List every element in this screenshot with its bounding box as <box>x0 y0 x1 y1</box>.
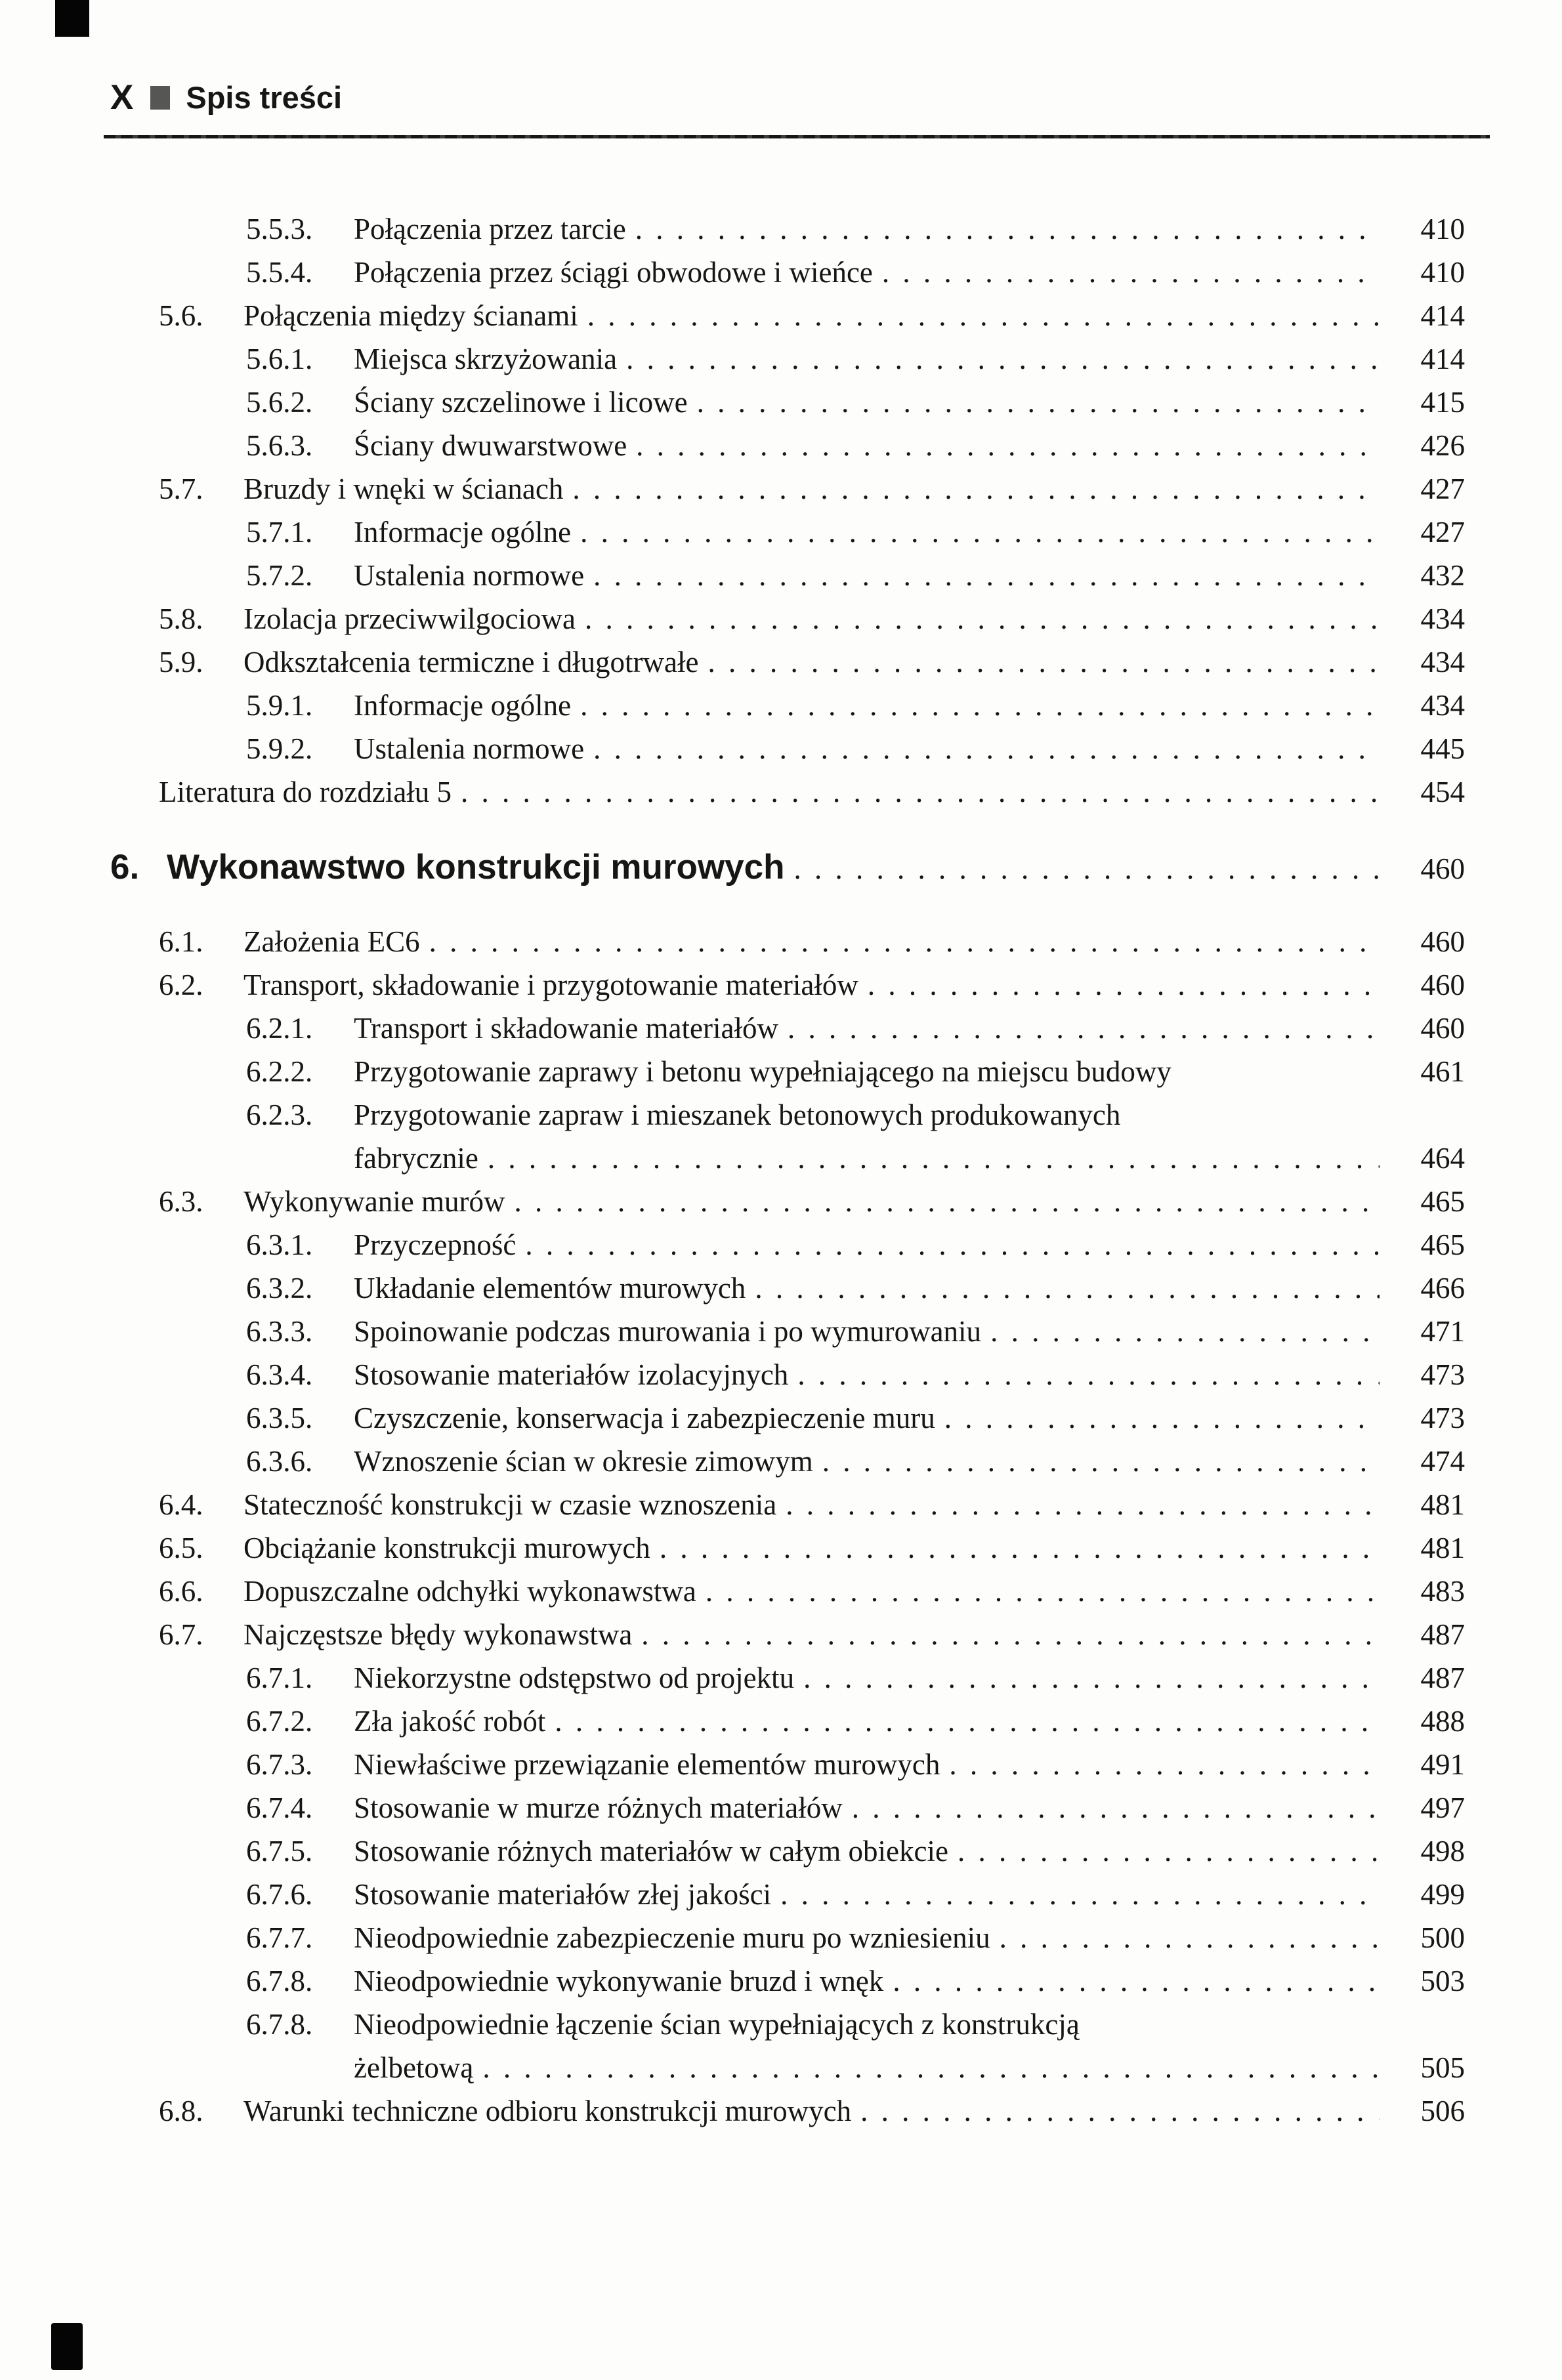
toc-entry-title: Stosowanie w murze różnych materiałów <box>354 1791 843 1824</box>
toc-entry-page: 460 <box>1420 969 1465 1001</box>
toc-entry-title: Informacje ogólne <box>354 516 572 549</box>
toc-entry <box>0 1873 1465 1916</box>
toc-entry-number: 6.3.6. <box>246 1445 313 1478</box>
toc-list <box>0 207 1562 2133</box>
toc-entry-title: Bruzdy i wnęki w ścianach <box>243 472 564 505</box>
toc-entry-title: Wykonywanie murów <box>243 1185 505 1218</box>
toc-entry-number: 5.7. <box>159 472 203 505</box>
toc-entry-number: 6.5. <box>159 1532 203 1564</box>
dot-leader <box>755 1266 1380 1310</box>
toc-entry-title: Przygotowanie zapraw i mieszanek betonowych produkowanych <box>354 1098 1121 1131</box>
toc-entry <box>0 1743 1465 1786</box>
toc-entry-page: 491 <box>1420 1748 1465 1781</box>
toc-entry-page: 461 <box>1420 1055 1465 1088</box>
toc-entry-title: Miejsca skrzyżowania <box>354 343 618 375</box>
toc-entry-title: Obciążanie konstrukcji murowych <box>243 1532 650 1564</box>
toc-entry-number: 5.6.1. <box>246 343 313 375</box>
dot-leader <box>593 727 1380 770</box>
toc-entry-number: 6.7.3. <box>246 1748 313 1781</box>
toc-entry <box>0 1310 1465 1353</box>
toc-entry-title: Odkształcenia termiczne i długotrwałe <box>243 646 699 679</box>
toc-entry-page: 464 <box>1420 1142 1465 1175</box>
toc-entry-title: Warunki techniczne odbioru konstrukcji murowych <box>243 2095 852 2127</box>
dot-leader <box>868 963 1380 1007</box>
toc-entry-number: 6.7.6. <box>246 1878 313 1911</box>
dot-leader <box>780 1873 1380 1916</box>
toc-entry <box>0 1613 1465 1656</box>
toc-entry <box>0 1440 1465 1483</box>
toc-entry-number: 6.7.8. <box>246 1965 313 1997</box>
dot-leader <box>797 1353 1380 1396</box>
toc-entry <box>0 1180 1465 1223</box>
toc-entry <box>0 963 1465 1007</box>
toc-entry-page: 497 <box>1420 1791 1465 1824</box>
toc-entry-number: 6.2.3. <box>246 1098 313 1131</box>
toc-entry-page: 487 <box>1420 1661 1465 1694</box>
toc-entry-page: 465 <box>1420 1185 1465 1218</box>
toc-entry-page: 483 <box>1420 1575 1465 1608</box>
toc-entry-title: Nieodpowiednie łączenie ścian wypełniających z konstrukcją <box>354 2008 1080 2041</box>
toc-entry-number: 6.8. <box>159 2095 203 2127</box>
toc-entry-page: 503 <box>1420 1965 1465 1997</box>
toc-entry-number: 6.3.2. <box>246 1272 313 1305</box>
toc-entry-title: Niekorzystne odstępstwo od projektu <box>354 1661 795 1694</box>
toc-entry-page: 506 <box>1420 2095 1465 2127</box>
dot-leader <box>882 251 1380 294</box>
toc-entry-title: Stosowanie materiałów złej jakości <box>354 1878 772 1911</box>
toc-entry-title: Transport i składowanie materiałów <box>354 1012 778 1045</box>
toc-entry-number: 5.9.1. <box>246 689 313 722</box>
header-page-number: X <box>110 78 134 117</box>
dot-leader <box>793 843 1380 895</box>
toc-entry-title: Połączenia przez tarcie <box>354 213 626 245</box>
dot-leader <box>580 684 1380 727</box>
toc-entry <box>0 1007 1465 1050</box>
toc-entry-number: 6.4. <box>159 1488 203 1521</box>
toc-entry <box>0 1223 1465 1266</box>
dot-leader <box>514 1180 1380 1223</box>
dot-leader <box>626 337 1380 381</box>
toc-entry <box>0 1050 1465 1093</box>
toc-entry-title: Połączenia przez ściągi obwodowe i wieńce <box>354 256 873 289</box>
toc-entry-title: Dopuszczalne odchyłki wykonawstwa <box>243 1575 696 1608</box>
dot-leader <box>635 207 1380 251</box>
dot-leader <box>852 1786 1380 1829</box>
toc-entry <box>0 337 1465 381</box>
toc-entry-page: 410 <box>1420 256 1465 289</box>
toc-entry <box>0 640 1465 684</box>
toc-entry <box>0 424 1465 467</box>
toc-entry-title: Czyszczenie, konserwacja i zabezpieczenie muru <box>354 1402 935 1434</box>
dot-leader <box>697 381 1380 424</box>
toc-entry-number: 6.7. <box>159 1618 203 1651</box>
toc-entry-number: 6.2. <box>159 969 203 1001</box>
toc-entry <box>0 1700 1465 1743</box>
toc-entry-number: 6.3.1. <box>246 1228 313 1261</box>
toc-entry <box>0 1656 1465 1700</box>
toc-entry-continuation <box>0 2046 1465 2089</box>
toc-entry <box>0 207 1465 251</box>
toc-entry <box>0 1093 1465 1137</box>
toc-entry-title: Transport, składowanie i przygotowanie materiałów <box>243 969 858 1001</box>
toc-entry <box>0 1829 1465 1873</box>
toc-entry-page: 500 <box>1420 1921 1465 1954</box>
toc-entry-title: Zła jakość robót <box>354 1705 546 1738</box>
toc-entry-title: Wznoszenie ścian w okresie zimowym <box>354 1445 813 1478</box>
dot-leader <box>488 1137 1380 1180</box>
toc-entry-title: Stosowanie materiałów izolacyjnych <box>354 1358 789 1391</box>
toc-entry-number: 5.6.3. <box>246 429 313 462</box>
header-title: Spis treści <box>186 80 343 115</box>
toc-entry-title: Nieodpowiednie zabezpieczenie muru po wzniesieniu <box>354 1921 990 1954</box>
toc-entry-title: Najczęstsze błędy wykonawstwa <box>243 1618 633 1651</box>
toc-entry-number: 5.8. <box>159 602 203 635</box>
toc-entry-title: Spoinowanie podczas murowania i po wymurowaniu <box>354 1315 982 1348</box>
toc-entry-title: Przyczepność <box>354 1228 517 1261</box>
dot-leader <box>587 294 1380 337</box>
toc-entry-page: 473 <box>1420 1358 1465 1391</box>
scan-artifact-top-left <box>55 0 89 37</box>
header-square-icon <box>150 86 170 110</box>
toc-entry <box>0 511 1465 554</box>
toc-entry-number: 6.7.7. <box>246 1921 313 1954</box>
toc-entry-number: 5.5.4. <box>246 256 313 289</box>
toc-entry-page: 434 <box>1420 646 1465 679</box>
toc-entry <box>0 467 1465 511</box>
toc-entry-title: Nieodpowiednie wykonywanie bruzd i wnęk <box>354 1965 884 1997</box>
toc-entry <box>0 1266 1465 1310</box>
toc-entry <box>0 727 1465 770</box>
toc-entry-page: 445 <box>1420 732 1465 765</box>
dot-leader <box>803 1656 1380 1700</box>
toc-entry <box>0 1570 1465 1613</box>
toc-entry-page: 481 <box>1420 1532 1465 1564</box>
toc-entry <box>0 1916 1465 1959</box>
toc-entry-title: Przygotowanie zaprawy i betonu wypełniającego na miejscu budowy <box>354 1055 1172 1088</box>
toc-entry-title: Stateczność konstrukcji w czasie wznoszenia <box>243 1488 777 1521</box>
dot-leader <box>593 554 1380 597</box>
toc-entry-page: 505 <box>1420 2051 1465 2084</box>
dot-leader <box>580 511 1380 554</box>
toc-entry-number: 6.2.2. <box>246 1055 313 1088</box>
toc-entry-number: 6.3.4. <box>246 1358 313 1391</box>
dot-leader <box>949 1743 1380 1786</box>
toc-entry <box>0 294 1465 337</box>
dot-leader <box>585 597 1380 640</box>
toc-entry-page: 460 <box>1420 1012 1465 1045</box>
scan-artifact-bottom-left <box>51 2323 83 2370</box>
toc-entry-page: 432 <box>1420 559 1465 592</box>
toc-entry-title: Niewłaściwe przewiązanie elementów murowych <box>354 1748 940 1781</box>
dot-leader <box>958 1829 1380 1873</box>
toc-entry-number: 6.3.5. <box>246 1402 313 1434</box>
toc-entry <box>0 381 1465 424</box>
toc-entry-title: Ustalenia normowe <box>354 559 585 592</box>
toc-entry-page: 414 <box>1420 343 1465 375</box>
header-rule <box>104 135 1490 138</box>
toc-entry-number: 5.6. <box>159 299 203 332</box>
toc-entry-number: 5.6.2. <box>246 386 313 419</box>
toc-entry <box>0 1526 1465 1570</box>
dot-leader <box>555 1700 1380 1743</box>
toc-entry-continuation <box>0 1137 1465 1180</box>
toc-entry-title: Ściany szczelinowe i licowe <box>354 386 688 419</box>
toc-entry-page: 460 <box>1420 852 1465 885</box>
dot-leader <box>525 1223 1380 1266</box>
dot-leader <box>636 424 1380 467</box>
toc-entry-title: Ściany dwuwarstwowe <box>354 429 627 462</box>
toc-entry <box>0 684 1465 727</box>
toc-entry-title: Założenia EC6 <box>243 925 420 958</box>
toc-entry-number: 6.7.4. <box>246 1791 313 1824</box>
toc-entry-page: 488 <box>1420 1705 1465 1738</box>
toc-entry-page: 415 <box>1420 386 1465 419</box>
dot-leader <box>706 1570 1380 1613</box>
toc-entry-page: 427 <box>1420 472 1465 505</box>
dot-leader <box>461 770 1380 814</box>
toc-entry <box>0 554 1465 597</box>
toc-entry <box>0 1483 1465 1526</box>
toc-entry-title: Informacje ogólne <box>354 689 572 722</box>
toc-entry-title: Izolacja przeciwwilgociowa <box>243 602 576 635</box>
toc-entry-title: żelbetową <box>354 2051 474 2084</box>
dot-leader <box>822 1440 1380 1483</box>
dot-leader <box>788 1007 1380 1050</box>
toc-entry-title: fabrycznie <box>354 1142 478 1175</box>
toc-entry-page: 474 <box>1420 1445 1465 1478</box>
toc-entry-page: 473 <box>1420 1402 1465 1434</box>
toc-entry-page: 434 <box>1420 689 1465 722</box>
toc-entry-page: 481 <box>1420 1488 1465 1521</box>
dot-leader <box>1000 1916 1380 1959</box>
dot-leader <box>660 1526 1380 1570</box>
toc-entry-title: Ustalenia normowe <box>354 732 585 765</box>
dot-leader <box>707 640 1380 684</box>
dot-leader <box>893 1959 1380 2003</box>
dot-leader <box>429 920 1380 963</box>
toc-entry-number: 6.7.1. <box>246 1661 313 1694</box>
toc-entry-page: 465 <box>1420 1228 1465 1261</box>
dot-leader <box>641 1613 1380 1656</box>
toc-entry <box>0 1786 1465 1829</box>
toc-entry-page: 454 <box>1420 776 1465 808</box>
toc-entry-page: 410 <box>1420 213 1465 245</box>
toc-entry-number: 6.7.5. <box>246 1835 313 1868</box>
toc-entry-number: 6.7.8. <box>246 2008 313 2041</box>
dot-leader <box>482 2046 1380 2089</box>
toc-entry-number: 5.9. <box>159 646 203 679</box>
toc-entry-page: 434 <box>1420 602 1465 635</box>
toc-entry-title: Stosowanie różnych materiałów w całym obiekcie <box>354 1835 948 1868</box>
page-header <box>110 77 342 117</box>
toc-entry-page: 466 <box>1420 1272 1465 1305</box>
toc-entry-number: 6. <box>110 848 140 887</box>
dot-leader <box>572 467 1380 511</box>
toc-entry-number: 5.5.3. <box>246 213 313 245</box>
toc-entry <box>0 1396 1465 1440</box>
toc-entry-title: Układanie elementów murowych <box>354 1272 746 1305</box>
dot-leader <box>860 2089 1380 2133</box>
toc-entry <box>0 2003 1465 2046</box>
toc-entry <box>0 597 1465 640</box>
toc-entry <box>0 920 1465 963</box>
dot-leader <box>990 1310 1380 1353</box>
toc-entry-number: 6.3. <box>159 1185 203 1218</box>
toc-entry-number: 5.9.2. <box>246 732 313 765</box>
toc-entry-title: Wykonawstwo konstrukcji murowych <box>167 848 785 887</box>
toc-entry <box>0 1959 1465 2003</box>
toc-entry-page: 426 <box>1420 429 1465 462</box>
toc-entry-number: 6.7.2. <box>246 1705 313 1738</box>
toc-entry <box>0 251 1465 294</box>
toc-entry-page: 427 <box>1420 516 1465 549</box>
toc-entry-number: 5.7.2. <box>246 559 313 592</box>
toc-entry <box>0 770 1465 814</box>
toc-entry-page: 487 <box>1420 1618 1465 1651</box>
toc-entry-number: 6.3.3. <box>246 1315 313 1348</box>
toc-entry-number: 6.6. <box>159 1575 203 1608</box>
toc-entry-page: 460 <box>1420 925 1465 958</box>
toc-entry-title: Literatura do rozdziału 5 <box>159 776 452 808</box>
toc-entry-number: 5.7.1. <box>246 516 313 549</box>
toc-entry-page: 499 <box>1420 1878 1465 1911</box>
toc-entry-title: Połączenia między ścianami <box>243 299 578 332</box>
toc-entry-number: 6.1. <box>159 925 203 958</box>
dot-leader <box>786 1483 1380 1526</box>
toc-entry-page: 414 <box>1420 299 1465 332</box>
dot-leader <box>944 1396 1380 1440</box>
toc-entry-page: 471 <box>1420 1315 1465 1348</box>
toc-entry <box>0 1353 1465 1396</box>
toc-chapter-entry <box>0 841 1465 895</box>
toc-entry <box>0 2089 1465 2133</box>
toc-entry-number: 6.2.1. <box>246 1012 313 1045</box>
toc-entry-page: 498 <box>1420 1835 1465 1868</box>
